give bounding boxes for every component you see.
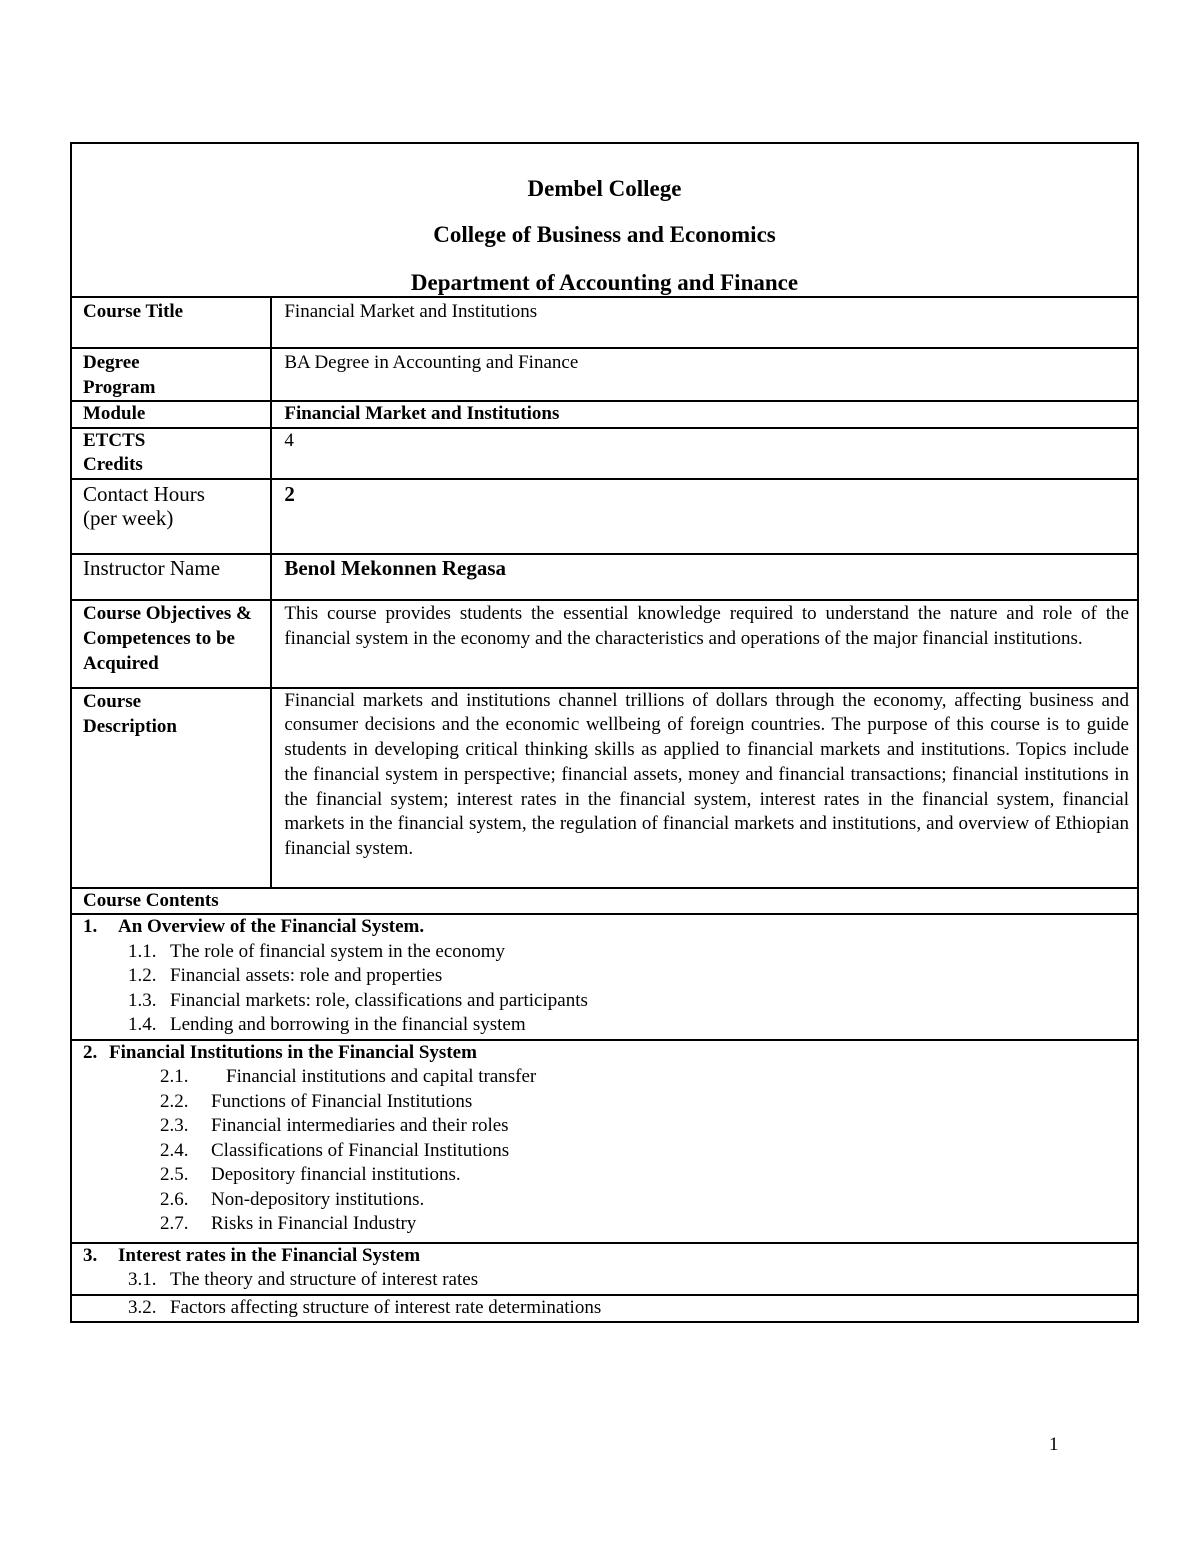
item-number: 2.2. bbox=[160, 1090, 189, 1112]
section-title bbox=[83, 1244, 1137, 1269]
list-item bbox=[83, 1268, 1137, 1293]
header-row bbox=[71, 143, 1138, 297]
content-section-2 bbox=[71, 1040, 1138, 1243]
objectives-label: Course Objectives & Competences to be Acquired bbox=[71, 600, 271, 688]
contact-hours-label: Contact Hours (per week) bbox=[71, 479, 271, 554]
course-title-value: Financial Market and Institutions bbox=[271, 297, 1138, 348]
degree-program-value: BA Degree in Accounting and Finance bbox=[271, 348, 1138, 401]
section-title bbox=[83, 1041, 1137, 1066]
item-number: 1.3. bbox=[128, 989, 157, 1011]
item-text: The role of financial system in the economy bbox=[170, 940, 506, 962]
row-course-title bbox=[71, 297, 1138, 348]
section-number: 1. bbox=[83, 916, 98, 937]
course-contents-heading: Course Contents bbox=[71, 888, 1138, 915]
list-item bbox=[83, 1090, 1137, 1115]
row-contact-hours bbox=[71, 479, 1138, 554]
item-text: Depository financial institutions. bbox=[211, 1164, 461, 1185]
section-number: 3. bbox=[83, 1244, 98, 1266]
row-section-2 bbox=[71, 1040, 1138, 1243]
item-number: 2.1. bbox=[160, 1066, 189, 1087]
course-title-label: Course Title bbox=[71, 297, 271, 348]
instructor-name-label: Instructor Name bbox=[71, 554, 271, 600]
item-number: 3.1. bbox=[128, 1269, 157, 1290]
objectives-value: This course provides students the essential knowledge required to understand the nature and role of the financial system in the economy and the characteristics and operations of the major financial institutions. bbox=[271, 600, 1138, 688]
item-number: 1.1. bbox=[128, 940, 157, 962]
item-text: Classifications of Financial Institutions bbox=[211, 1139, 510, 1161]
list-item bbox=[83, 1013, 1137, 1038]
item-number: 2.5. bbox=[160, 1164, 189, 1185]
document-header bbox=[71, 143, 1138, 297]
list-item bbox=[83, 1139, 1137, 1164]
list-item bbox=[83, 989, 1137, 1014]
list-item bbox=[83, 1188, 1137, 1213]
item-number: 1.2. bbox=[128, 965, 157, 986]
department-name: Department of Accounting and Finance bbox=[410, 270, 799, 295]
list-item bbox=[83, 1212, 1137, 1237]
item-number: 2.4. bbox=[160, 1139, 189, 1161]
row-contents-heading bbox=[71, 888, 1138, 915]
section-title bbox=[83, 915, 1137, 940]
degree-program-label: Degree Program bbox=[71, 348, 271, 401]
item-number: 3.2. bbox=[128, 1296, 157, 1318]
list-item bbox=[83, 1114, 1137, 1139]
item-text: Risks in Financial Industry bbox=[211, 1213, 417, 1234]
item-number: 2.7. bbox=[160, 1213, 189, 1234]
content-section-3 bbox=[71, 1243, 1138, 1295]
row-section-1 bbox=[71, 914, 1138, 1040]
description-value: Financial markets and institutions channel trillions of dollars through the economy, affecting business and consumer decisions and the economic wellbeing of foreign countries. The purpose of this course is to guide students in developing critical thinking skills as applied to financial markets and institutions. Topics include the financial system in perspective; financial assets, money and financial transactions; financial institutions in the financial system; interest rates in the financial system, interest rates in the financial system, financial markets in the financial system, the regulation of financial markets and institutions, and overview of Ethiopian financial system. bbox=[271, 688, 1138, 888]
contact-hours-value: 2 bbox=[271, 479, 1138, 554]
item-text: The theory and structure of interest rates bbox=[170, 1269, 479, 1290]
content-section-3-continued bbox=[71, 1295, 1138, 1323]
row-description bbox=[71, 688, 1138, 888]
item-text: Financial assets: role and properties bbox=[170, 965, 443, 986]
faculty-name: College of Business and Economics bbox=[433, 222, 776, 247]
row-section-3 bbox=[71, 1243, 1138, 1295]
description-label: Course Description bbox=[71, 688, 271, 888]
row-degree-program bbox=[71, 348, 1138, 401]
item-number: 2.3. bbox=[160, 1115, 189, 1136]
item-text: Functions of Financial Institutions bbox=[211, 1090, 473, 1112]
item-text: Financial markets: role, classifications and participants bbox=[170, 989, 588, 1011]
item-number: 1.4. bbox=[128, 1014, 157, 1035]
section-title-text: An Overview of the Financial System. bbox=[118, 916, 425, 937]
section-title-text: Financial Institutions in the Financial System bbox=[109, 1041, 477, 1063]
etcts-credits-label: ETCTS Credits bbox=[71, 428, 271, 479]
etcts-credits-value: 4 bbox=[271, 428, 1138, 479]
module-value: Financial Market and Institutions bbox=[271, 401, 1138, 428]
list-item bbox=[83, 1296, 1137, 1321]
item-text: Lending and borrowing in the financial system bbox=[170, 1014, 526, 1035]
page-number: 1 bbox=[1049, 1434, 1059, 1455]
row-instructor bbox=[71, 554, 1138, 600]
list-item bbox=[83, 940, 1137, 965]
instructor-name-value: Benol Mekonnen Regasa bbox=[271, 554, 1138, 600]
content-section-1 bbox=[71, 914, 1138, 1040]
course-outline-table bbox=[70, 142, 1139, 1323]
item-text: Financial institutions and capital transfer bbox=[226, 1066, 537, 1087]
item-text: Non-depository institutions. bbox=[211, 1188, 425, 1210]
row-section-3-continued bbox=[71, 1295, 1138, 1323]
item-text: Financial intermediaries and their roles bbox=[211, 1115, 509, 1136]
module-label: Module bbox=[71, 401, 271, 428]
section-number: 2. bbox=[83, 1041, 98, 1063]
item-number: 2.6. bbox=[160, 1188, 189, 1210]
row-etcts-credits bbox=[71, 428, 1138, 479]
college-name: Dembel College bbox=[527, 176, 682, 201]
item-text: Factors affecting structure of interest rate determinations bbox=[170, 1296, 602, 1318]
row-objectives bbox=[71, 600, 1138, 688]
section-title-text: Interest rates in the Financial System bbox=[118, 1244, 421, 1266]
row-module bbox=[71, 401, 1138, 428]
list-item bbox=[83, 964, 1137, 989]
list-item bbox=[83, 1065, 1137, 1090]
list-item bbox=[83, 1163, 1137, 1188]
